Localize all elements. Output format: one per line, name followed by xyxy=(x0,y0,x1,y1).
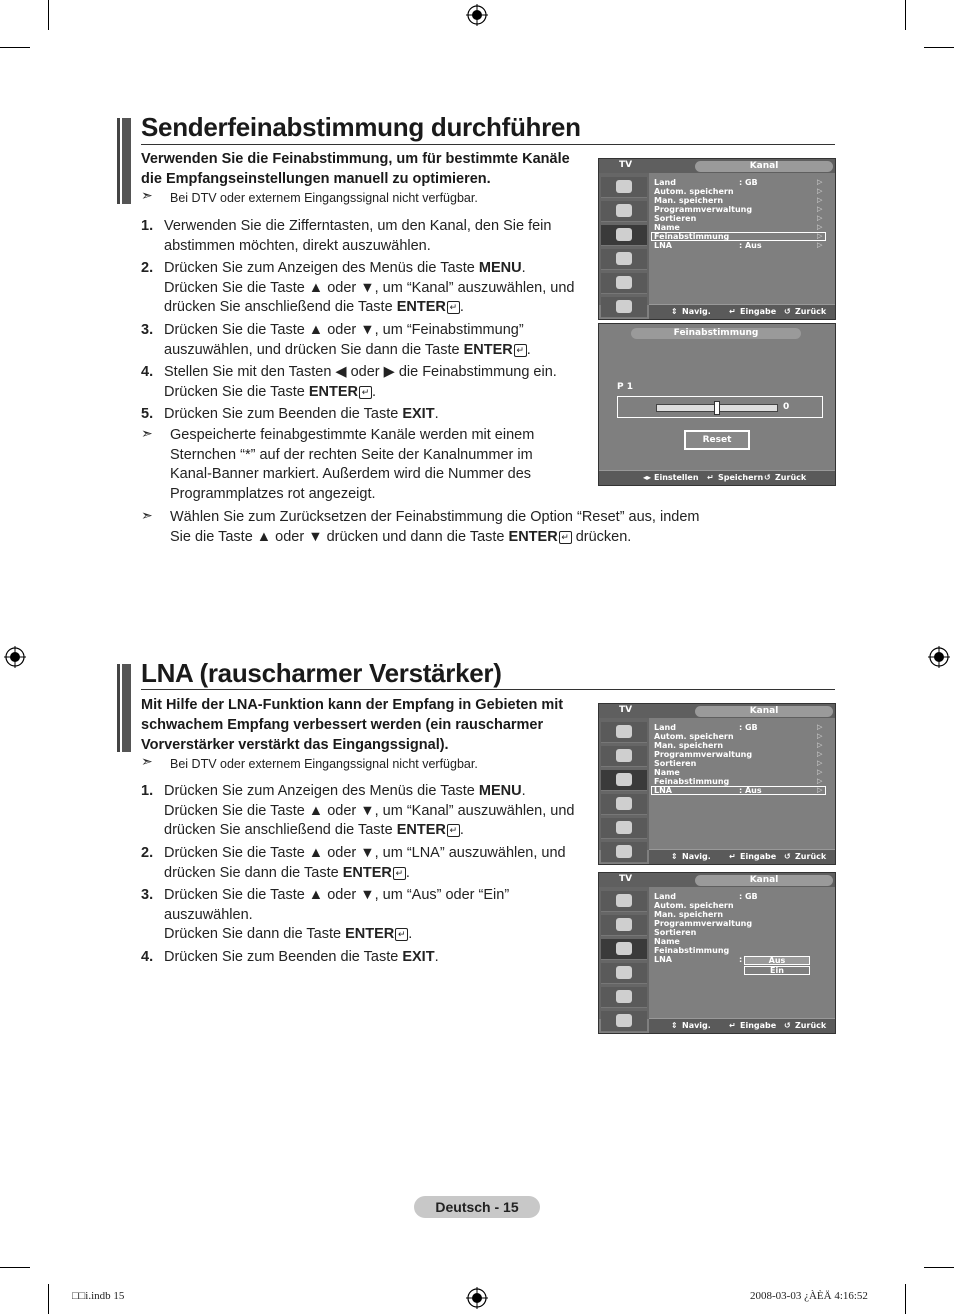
application-icon xyxy=(601,1011,647,1032)
crop-mark xyxy=(905,1284,906,1314)
menu-item-land[interactable]: Land xyxy=(654,178,676,187)
menu-item-manual-store[interactable]: Man. speichern xyxy=(654,196,724,205)
note-arrow-icon: ➣ xyxy=(141,187,153,203)
channel-icon xyxy=(601,225,647,246)
sound-icon xyxy=(601,915,647,936)
menu-item-auto-store[interactable]: Autom. speichern xyxy=(654,187,734,196)
menu-header: Kanal xyxy=(695,161,833,172)
menu-item-lna[interactable]: LNA xyxy=(654,241,672,250)
menu-header: Kanal xyxy=(695,875,833,886)
menu-item-fine-tune[interactable]: Feinabstimmung xyxy=(654,232,730,241)
enter-icon: ↵ xyxy=(359,386,372,399)
step-number: 4. xyxy=(141,949,154,965)
menu-sidebar xyxy=(599,718,649,850)
section-bar xyxy=(117,118,131,204)
setup-icon xyxy=(601,794,647,815)
menu-item-fine-tune[interactable]: Feinabstimmung xyxy=(654,946,730,955)
lna-option-off[interactable]: Aus xyxy=(744,956,810,965)
crop-mark xyxy=(924,47,954,48)
section-title: Senderfeinabstimmung durchführen xyxy=(141,112,581,142)
left-right-icon: ◂▸ xyxy=(643,473,652,482)
step-number: 2. xyxy=(141,260,154,276)
menu-item-land[interactable]: Land xyxy=(654,892,676,901)
menu-value: : GB xyxy=(739,723,758,732)
menu-header: Kanal xyxy=(695,706,833,717)
enter-icon: ↵ xyxy=(393,867,406,880)
menu-value: : GB xyxy=(739,178,758,187)
menu-value: : Aus xyxy=(739,241,762,250)
input-icon xyxy=(601,273,647,294)
picture-icon xyxy=(601,722,647,743)
note-arrow-icon: ➣ xyxy=(141,507,153,523)
menu-item-program-manager[interactable]: Programmverwaltung xyxy=(654,750,753,759)
tv-menu-screen xyxy=(598,872,836,1034)
section-title: LNA (rauscharmer Verstärker) xyxy=(141,658,502,688)
crop-mark xyxy=(48,0,49,30)
enter-icon: ↵ xyxy=(559,531,572,544)
step-4: Stellen Sie mit den Tasten ◀ oder ▶ die Feinabstimmung ein. Drücken Sie die Taste ENTER ↵ . xyxy=(164,364,557,400)
crop-mark xyxy=(48,1284,49,1314)
setup-icon xyxy=(601,249,647,270)
tv-menu-screen: TV Kanal Land : GB Autom. speichern Man. speichern Programmverwaltung Sortieren Name Feinabstimmung LNA : Aus ▷ ▷ ▷ ▷ ▷ ▷ ▷ ▷ ⇕ Navig. ↵ Eingabe ↺ Zurück xyxy=(598,158,836,320)
application-icon xyxy=(601,842,647,863)
registration-mark-icon xyxy=(928,646,950,668)
tv-menu-screen: TV Kanal Land : GB Autom. speichern Man. speichern Programmverwaltung Sortieren Name Feinabstimmung LNA : Aus ▷ ▷ ▷ ▷ ▷ ▷ ▷ ▷ ⇕ Navig. ↵ Eingabe ↺ Zurück xyxy=(598,703,836,865)
menu-item-program-manager[interactable]: Programmverwaltung xyxy=(654,205,753,214)
step-3: Drücken Sie die Taste ▲ oder ▼, um “Aus” oder “Ein” auszuwählen. Drücken Sie dann die Taste ENTER ↵ . xyxy=(164,887,510,942)
menu-item-sort[interactable]: Sortieren xyxy=(654,928,697,937)
nav-icon: ⇕ xyxy=(671,1021,678,1030)
channel-icon xyxy=(601,770,647,791)
step-5: Drücken Sie zum Beenden die Taste EXIT. xyxy=(164,406,439,422)
menu-item-fine-tune[interactable]: Feinabstimmung xyxy=(654,777,730,786)
channel-icon xyxy=(601,939,647,960)
enter-icon: ↵ xyxy=(447,824,460,837)
menu-footer: ⇕ Navig. ↵ Eingabe ↺ Zurück xyxy=(649,1018,835,1033)
return-icon: ↺ xyxy=(784,852,791,861)
input-icon xyxy=(601,987,647,1008)
step-2: Drücken Sie die Taste ▲ oder ▼, um “LNA” auszuwählen, und drücken Sie dann die Taste ENTER ↵ . xyxy=(164,845,566,881)
menu-value: : Aus xyxy=(739,786,762,795)
page-number: Deutsch - 15 xyxy=(414,1196,540,1218)
crop-mark xyxy=(905,0,906,30)
section-intro: Verwenden Sie die Feinabstimmung, um für bestimmte Kanäle die Empfangseinstellungen manuell zu optimieren. xyxy=(141,151,570,187)
tv-label: TV xyxy=(619,874,633,884)
lna-option-on[interactable]: Ein xyxy=(744,966,810,975)
menu-item-sort[interactable]: Sortieren xyxy=(654,214,697,223)
menu-item-program-manager[interactable]: Programmverwaltung xyxy=(654,919,753,928)
note-arrow-icon: ➣ xyxy=(141,425,153,441)
enter-icon: ↵ xyxy=(707,473,714,482)
menu-footer: ⇕ Navig. ↵ Eingabe ↺ Zurück xyxy=(649,304,835,319)
step-number: 1. xyxy=(141,218,154,234)
step-1: Drücken Sie zum Anzeigen des Menüs die Taste MENU. Drücken Sie die Taste ▲ oder ▼, um “Kanal” auszuwählen, und drücken Sie anschließend die Taste ENTER ↵ . xyxy=(164,783,575,838)
fine-tune-header: Feinabstimmung xyxy=(631,328,801,339)
enter-icon: ↵ xyxy=(514,344,527,357)
input-icon xyxy=(601,818,647,839)
menu-item-auto-store[interactable]: Autom. speichern xyxy=(654,901,734,910)
step-2: Drücken Sie zum Anzeigen des Menüs die Taste MENU. Drücken Sie die Taste ▲ oder ▼, um “Kanal” auszuwählen, und drücken Sie anschließend die Taste ENTER ↵ . xyxy=(164,260,575,315)
step-number: 2. xyxy=(141,845,154,861)
registration-mark-icon xyxy=(466,1287,488,1309)
note-text: Bei DTV oder externem Eingangssignal nicht verfügbar. xyxy=(170,191,478,205)
enter-icon: ↵ xyxy=(729,852,736,861)
menu-value: : xyxy=(739,955,743,964)
menu-item-name[interactable]: Name xyxy=(654,768,680,777)
crop-mark xyxy=(0,47,30,48)
return-icon: ↺ xyxy=(784,1021,791,1030)
section-bar xyxy=(117,664,131,752)
registration-mark-icon xyxy=(466,4,488,26)
return-icon: ↺ xyxy=(784,307,791,316)
menu-sidebar xyxy=(599,173,649,305)
application-icon xyxy=(601,297,647,318)
crop-mark xyxy=(924,1267,954,1268)
setup-icon xyxy=(601,963,647,984)
return-icon: ↺ xyxy=(764,473,771,482)
note-arrow-icon: ➣ xyxy=(141,753,153,769)
note-saved-channels: Gespeicherte feinabgestimmte Kanäle werden mit einem Sternchen “*” auf der rechten Seite der Kanalnummer im Kanal-Banner markiert. Außerdem wird die Nummer des Programmplatzes rot angezeigt. xyxy=(170,427,535,502)
menu-item-name[interactable]: Name xyxy=(654,937,680,946)
menu-item-manual-store[interactable]: Man. speichern xyxy=(654,741,724,750)
menu-item-sort[interactable]: Sortieren xyxy=(654,759,697,768)
crop-mark xyxy=(0,1267,30,1268)
channel-label: P 1 xyxy=(617,382,633,392)
section-rule xyxy=(141,689,835,690)
fine-tune-footer: ◂▸ Einstellen ↵ Speichern ↺ Zurück xyxy=(599,470,835,485)
tv-label: TV xyxy=(619,160,633,170)
nav-icon: ⇕ xyxy=(671,307,678,316)
menu-footer: ⇕ Navig. ↵ Eingabe ↺ Zurück xyxy=(649,849,835,864)
step-1: Verwenden Sie die Zifferntasten, um den Kanal, den Sie fein abstimmen möchten, direkt auszuwählen. xyxy=(164,218,552,254)
note-text: Bei DTV oder externem Eingangssignal nicht verfügbar. xyxy=(170,757,478,771)
menu-item-lna[interactable]: LNA xyxy=(654,786,672,795)
menu-value: : GB xyxy=(739,892,758,901)
menu-sidebar xyxy=(599,887,649,1019)
section-rule xyxy=(141,144,835,145)
registration-mark-icon xyxy=(4,646,26,668)
menu-item-manual-store[interactable]: Man. speichern xyxy=(654,910,724,919)
enter-icon: ↵ xyxy=(729,307,736,316)
step-3: Drücken Sie die Taste ▲ oder ▼, um “Feinabstimmung” auszuwählen, und drücken Sie dann die Taste ENTER ↵ . xyxy=(164,322,531,358)
menu-item-name[interactable]: Name xyxy=(654,223,680,232)
menu-item-auto-store[interactable]: Autom. speichern xyxy=(654,732,734,741)
note-reset: Wählen Sie zum Zurücksetzen der Feinabstimmung die Option “Reset” aus, indem Sie die Taste ▲ oder ▼ drücken und dann die Taste ENTER ↵ drücken. xyxy=(170,509,700,545)
enter-icon: ↵ xyxy=(447,301,460,314)
sound-icon xyxy=(601,746,647,767)
section-intro: Mit Hilfe der LNA-Funktion kann der Empfang in Gebieten mit schwachem Empfang verbessert werden (ein rauscharmer Vorverstärker verstärkt das Eingangssignal). xyxy=(141,697,564,753)
nav-icon: ⇕ xyxy=(671,852,678,861)
step-number: 3. xyxy=(141,887,154,903)
fine-tune-value: 0 xyxy=(783,402,790,412)
step-number: 4. xyxy=(141,364,154,380)
enter-icon: ↵ xyxy=(729,1021,736,1030)
menu-item-land[interactable]: Land xyxy=(654,723,676,732)
print-timestamp: 2008-03-03 ¿ÀÈÄ 4:16:52 xyxy=(750,1290,868,1302)
reset-button[interactable]: Reset xyxy=(684,430,750,450)
step-number: 3. xyxy=(141,322,154,338)
picture-icon xyxy=(601,177,647,198)
fine-tune-screen xyxy=(598,323,836,486)
tv-label: TV xyxy=(619,705,633,715)
print-slug: □□i.indb 15 xyxy=(72,1290,125,1302)
enter-icon: ↵ xyxy=(395,928,408,941)
sound-icon xyxy=(601,201,647,222)
step-number: 1. xyxy=(141,783,154,799)
step-4: Drücken Sie zum Beenden die Taste EXIT. xyxy=(164,949,439,965)
menu-item-lna[interactable]: LNA xyxy=(654,955,672,964)
slider-handle[interactable] xyxy=(714,401,720,415)
picture-icon xyxy=(601,891,647,912)
step-number: 5. xyxy=(141,406,154,422)
